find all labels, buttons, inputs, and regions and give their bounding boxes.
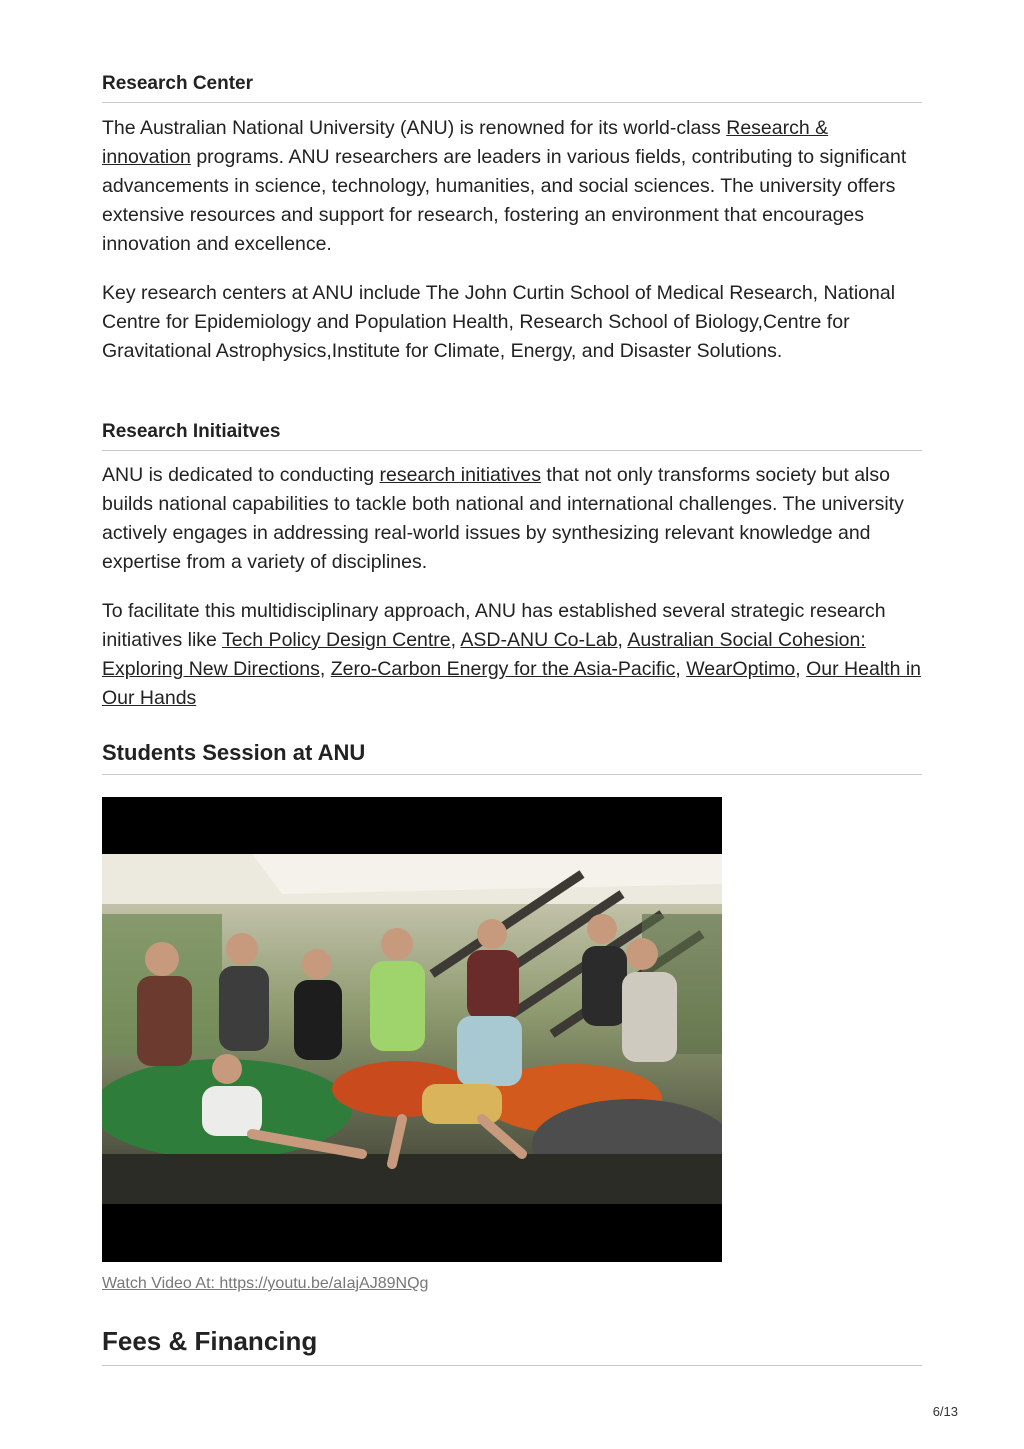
paragraph-text: ANU is dedicated to conducting — [102, 464, 380, 486]
research-center-heading: Research Center — [102, 72, 922, 103]
research-center-paragraph-2: Key research centers at ANU include The John Curtin School of Medical Research, National Centre for Epidemiology and Population Health, Research School of Biology,Centre for Gravitational Astrophysics,Institute for Climate, Energy, and Disaster Solutions. — [102, 282, 896, 362]
paragraph-text: To facilitate this multidisciplinary approach, ANU has established several strategic research initiatives like — [102, 600, 886, 651]
separator: , — [319, 658, 331, 680]
separator: , — [617, 629, 628, 651]
video-link[interactable]: Watch Video At: https://youtu.be/aIajAJ89NQg — [102, 1275, 429, 1292]
tech-policy-link[interactable]: Tech Policy Design Centre — [221, 629, 451, 651]
paragraph-text: that not only transforms society but also builds national capabilities to tackle both national and international challenges. The university actively engages in addressing real-world issues by synthesizing relevant knowledge and expertise from a variety of disciplines. — [102, 464, 904, 573]
wearoptimo-link[interactable]: WearOptimo — [686, 658, 796, 680]
fees-financing-heading: Fees & Financing — [102, 1325, 922, 1366]
our-health-link[interactable]: Our Health in Our Hands — [102, 658, 922, 709]
research-initiatives-paragraph-2 — [102, 597, 922, 713]
social-cohesion-link[interactable]: Australian Social Cohesion: Exploring New Directions — [102, 629, 866, 680]
separator: , — [450, 629, 461, 651]
research-initiatives-link[interactable]: research initiatives — [379, 464, 541, 486]
video-thumbnail[interactable] — [102, 797, 722, 1262]
separator: , — [675, 658, 687, 680]
paragraph-text: programs. ANU researchers are leaders in various fields, contributing to significant advancements in science, technology, humanities, and social sciences. The university offers extensive resources and support for research, fostering an environment that encourages innovation and excellence. — [102, 146, 907, 255]
research-initiatives-heading: Research Initiaitves — [102, 420, 922, 451]
asd-anu-colab-link[interactable]: ASD-ANU Co-Lab — [460, 629, 618, 651]
research-initiatives-paragraph-1 — [102, 461, 922, 577]
research-innovation-link[interactable]: Research & innovation — [102, 117, 829, 168]
zero-carbon-link[interactable]: Zero-Carbon Energy for the Asia-Pacific — [330, 658, 676, 680]
research-center-paragraph-1 — [102, 114, 922, 259]
students-session-heading: Students Session at ANU — [102, 739, 922, 775]
paragraph-text: The Australian National University (ANU) is renowned for its world-class — [102, 117, 727, 139]
page-number: 6/13 — [932, 1404, 958, 1419]
video-caption — [102, 1273, 428, 1295]
separator: , — [795, 658, 807, 680]
students-group-photo — [102, 854, 722, 1204]
